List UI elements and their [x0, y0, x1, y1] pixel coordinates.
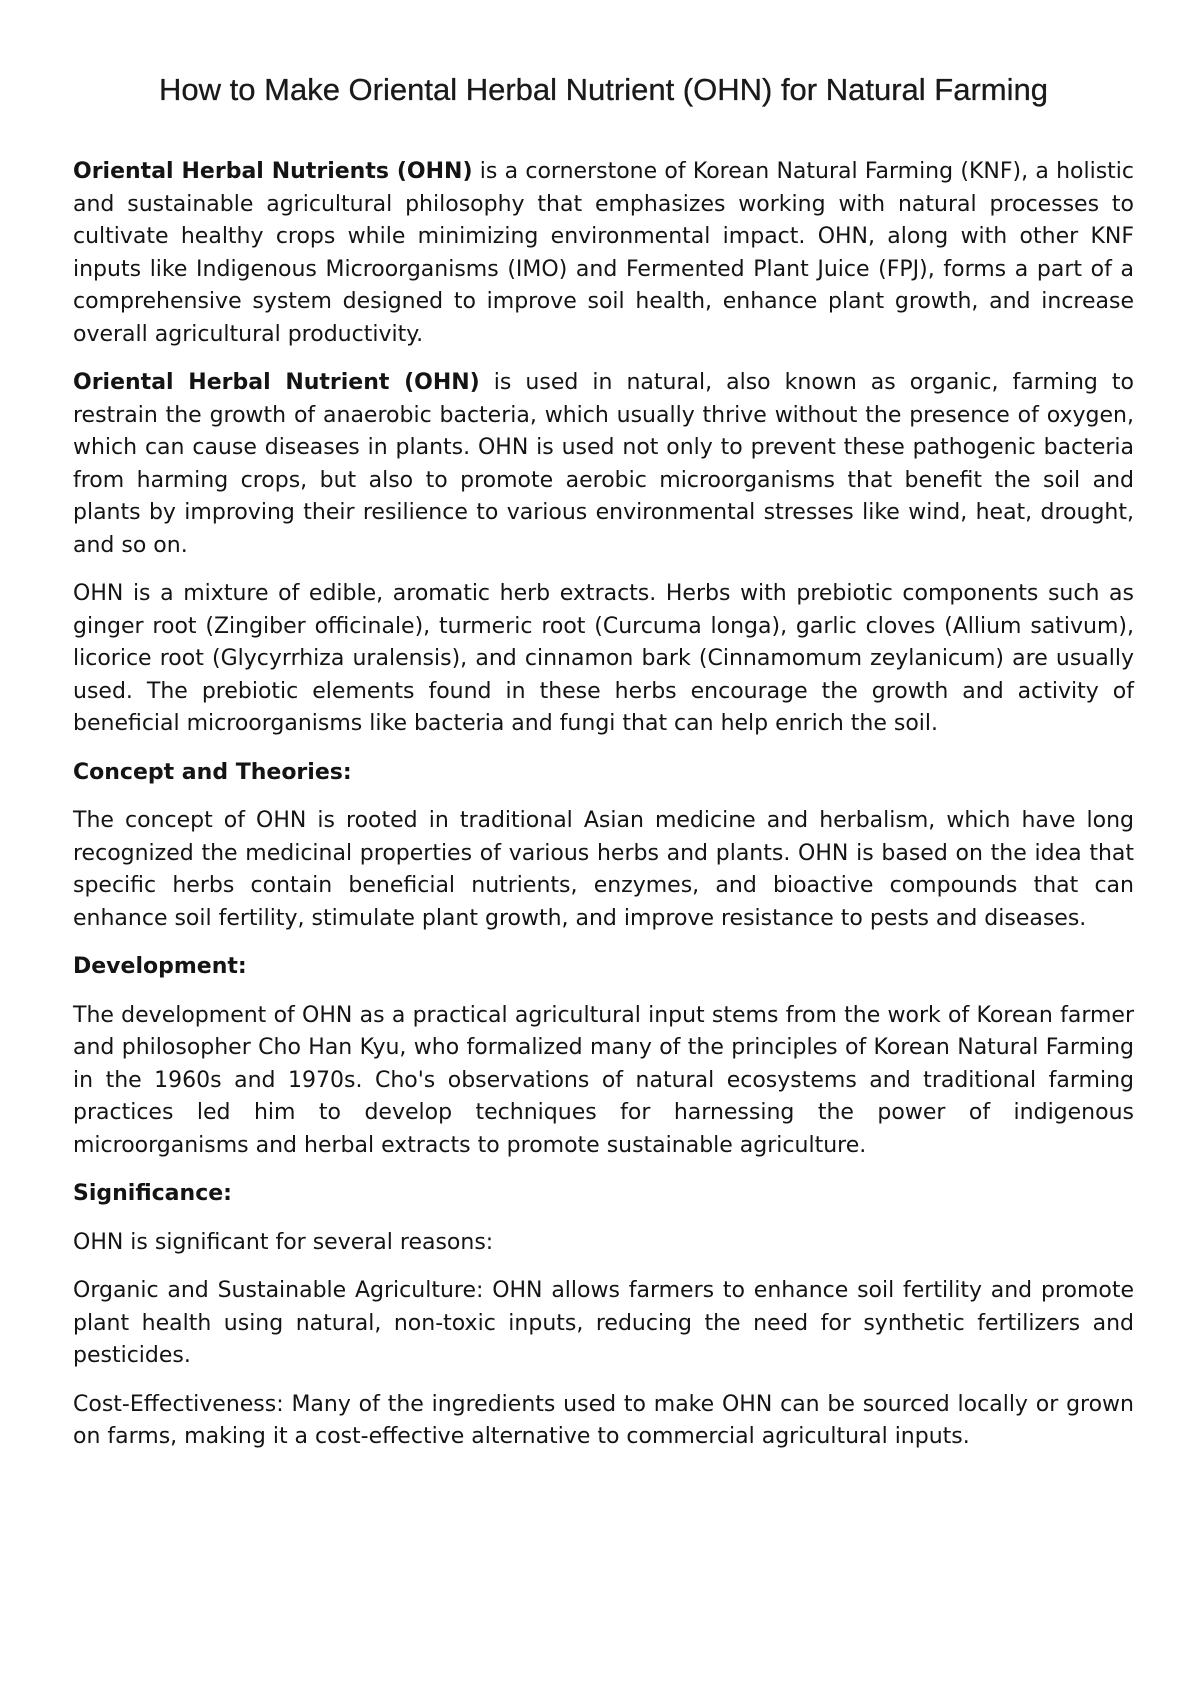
paragraph-intro [73, 156, 1134, 351]
paragraph-usage-lead: Oriental Herbal Nutrient (OHN) [73, 370, 480, 395]
paragraph-usage-text: is used in natural, also known as organic, farming to restrain the growth of anaerobic bacteria, which usually thrive without the presence of oxygen, which can cause diseases in plants. OHN is used not only to prevent these pathogenic bacteria from harming crops, but also to promote aerobic microorganisms that benefit the soil and plants by improving their resilience to various environmental stresses like wind, heat, drought, and so on. [73, 370, 1135, 558]
paragraph-development: The development of OHN as a practical agricultural input stems from the work of Korean farmer and philosopher Cho Han Kyu, who formalized many of the principles of Korean Natural Farming in the 1960s and 1970s. Cho's observations of natural ecosystems and traditional farming practices led him to develop techniques for harnessing the power of indigenous microorganisms and herbal extracts to promote sustainable agriculture. [73, 1002, 1134, 1158]
paragraph-cost: Cost-Effectiveness: Many of the ingredients used to make OHN can be sourced locally or grown on farms, making it a cost-effective alternative to commercial agricultural inputs. [73, 1391, 1134, 1449]
paragraph-intro-text: is a cornerstone of Korean Natural Farming (KNF), a holistic and sustainable agricultural philosophy that emphasizes working with natural processes to cultivate healthy crops while minimizing environmental impact. OHN, along with other KNF inputs like Indigenous Microorganisms (IMO) and Fermented Plant Juice (FPJ), forms a part of a comprehensive system designed to improve soil health, enhance plant growth, and increase overall agricultural productivity. [73, 159, 1134, 347]
heading-concept: Concept and Theories: [73, 759, 352, 785]
paragraph-intro-lead: Oriental Herbal Nutrients (OHN) [73, 159, 473, 184]
paragraph-mixture: OHN is a mixture of edible, aromatic herb extracts. Herbs with prebiotic components such as ginger root (Zingiber officinale), turmeric root (Curcuma longa), garlic cloves (Allium sativum), licorice root (Glycyrrhiza uralensis), and cinnamon bark (Cinnamomum zeylanicum) are usually used. The prebiotic elements found in these herbs encourage the growth and activity of beneficial microorganisms like bacteria and fungi that can help enrich the soil. [73, 581, 1134, 736]
paragraph-concept: The concept of OHN is rooted in traditional Asian medicine and herbalism, which have long recognized the medicinal properties of various herbs and plants. OHN is based on the idea that specific herbs contain beneficial nutrients, enzymes, and bioactive compounds that can enhance soil fertility, stimulate plant growth, and improve resistance to pests and diseases. [73, 808, 1134, 931]
heading-significance: Significance: [73, 1181, 232, 1206]
heading-development: Development: [73, 954, 247, 979]
paragraph-organic: Organic and Sustainable Agriculture: OHN allows farmers to enhance soil fertility and promote plant health using natural, non-toxic inputs, reducing the need for synthetic fertilizers and pesticides. [73, 1278, 1134, 1368]
paragraph-usage [73, 367, 1134, 562]
document-title: How to Make Oriental Herbal Nutrient (OHN) for Natural Farming [159, 72, 1048, 107]
paragraph-significance-intro: OHN is significant for several reasons: [73, 1229, 494, 1255]
